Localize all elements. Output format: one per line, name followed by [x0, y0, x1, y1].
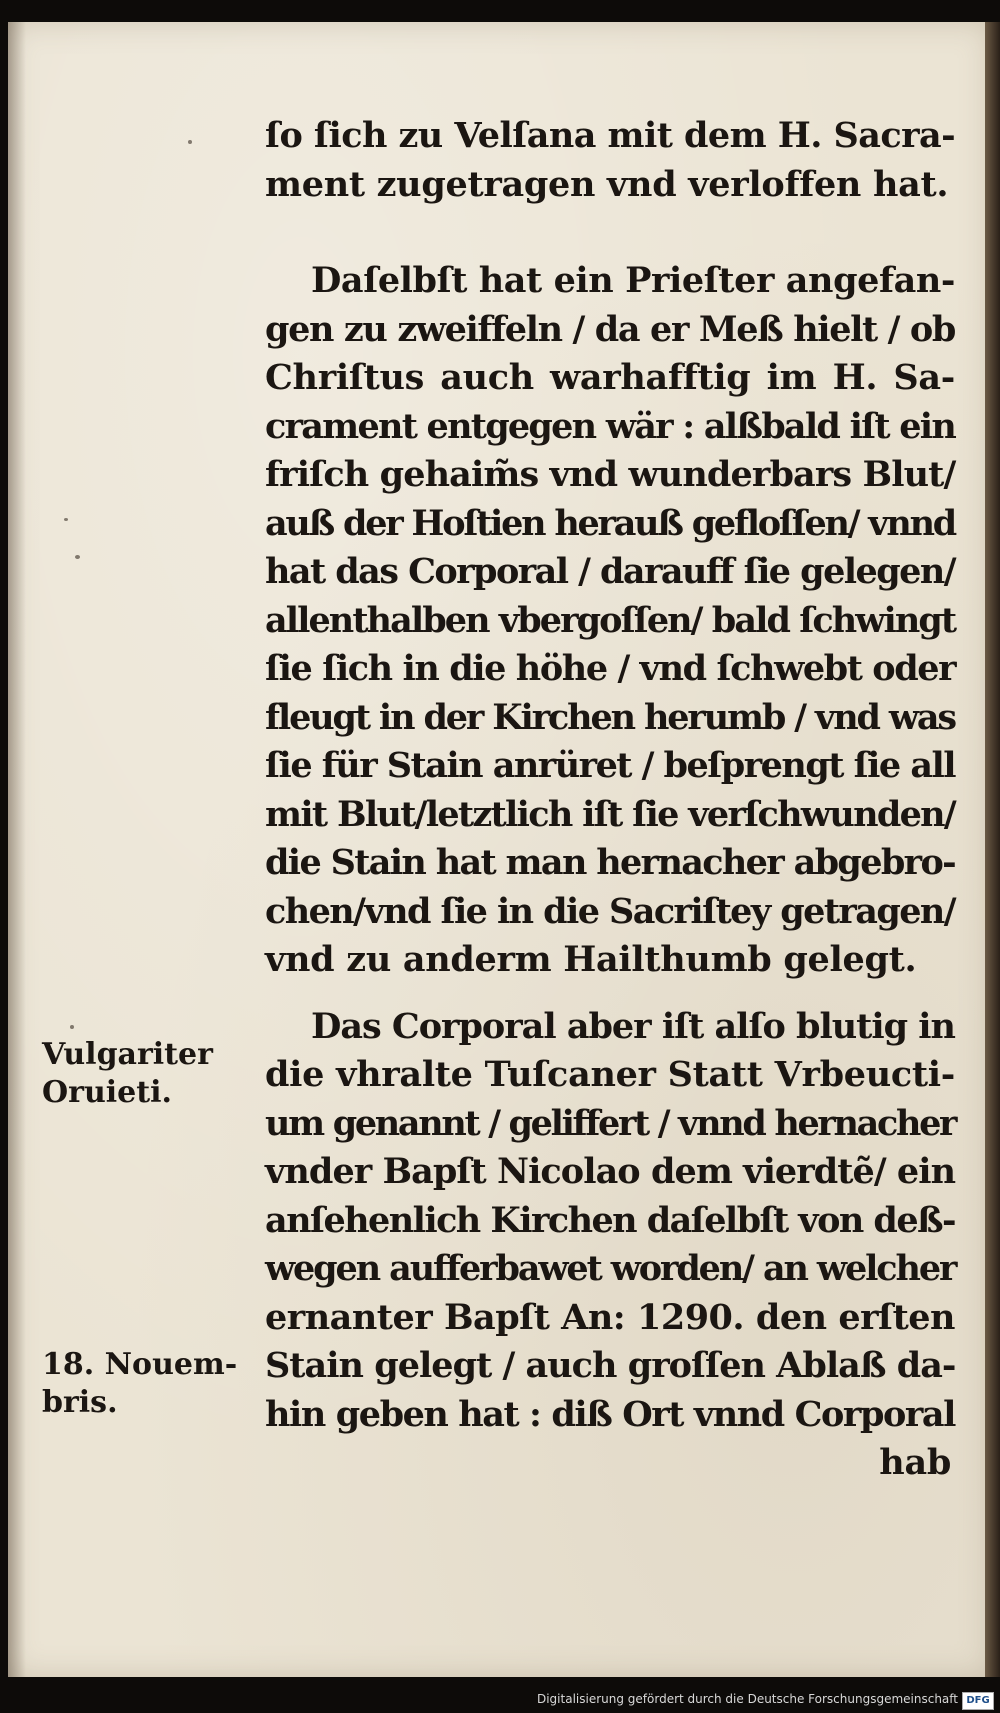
paper-speck — [188, 140, 192, 144]
text-line: Daſelbſt hat ein Prieſter angefan- — [311, 260, 956, 301]
text-line: mit Blut/letztlich iſt ſie verſchwunden/ — [265, 793, 955, 835]
paragraph-2 — [265, 257, 955, 985]
marginal-line: Oruieti. — [42, 1075, 172, 1110]
paragraph-1 — [265, 112, 955, 209]
text-line: chen/vnd ſie in die Sacriſtey getragen/ — [265, 890, 955, 932]
text-line: ernanter Bapſt An: 1290. den erſten — [265, 1296, 955, 1338]
catchword: hab — [879, 1442, 951, 1483]
paper-speck — [70, 1025, 74, 1029]
marginal-line: 18. Nouem- — [42, 1347, 238, 1382]
paragraph-3 — [265, 1003, 955, 1440]
text-line: wegen aufferbawet worden/ an welcher — [265, 1248, 956, 1289]
marginal-note-2 — [42, 1346, 252, 1422]
paragraph-gap — [265, 209, 955, 257]
marginal-note-1 — [42, 1036, 252, 1112]
funding-credit: Digitalisierung gefördert durch die Deutsche Forschungsgemeinschaft — [536, 1692, 958, 1706]
text-line: ment zugetragen vnd verloffen hat. — [265, 163, 949, 205]
marginal-line: bris. — [42, 1385, 118, 1420]
text-line: fleugt in der Kirchen herumb / vnd was — [265, 696, 955, 738]
text-line: auß der Hoſtien herauß gefloſſen/ vnnd — [265, 502, 955, 544]
dfg-logo: DFG — [962, 1692, 994, 1710]
paper-speck — [75, 555, 80, 559]
text-line: ſie ſich in die höhe / vnd ſchwebt oder — [265, 648, 956, 689]
page-edge — [985, 22, 1000, 1677]
text-line: Das Corporal aber iſt alſo blutig in — [311, 1005, 955, 1047]
text-line: ſie für Stain anrüret / beſprengt ſie all — [265, 745, 956, 786]
text-line: allenthalben vbergoſſen/ bald ſchwingt — [265, 599, 956, 641]
text-line: gen zu zweiffeln / da er Meß hielt / ob — [265, 308, 955, 350]
footer-bar — [0, 1690, 1000, 1713]
text-line: die vhralte Tuſcaner Statt Vrbeucti- — [265, 1054, 955, 1095]
text-line: vnd zu anderm Hailthumb gelegt. — [265, 939, 917, 980]
paragraph-gap — [265, 985, 955, 1003]
text-line: Chriſtus auch warhafftig im H. Sa- — [265, 357, 955, 398]
text-line: um genannt / geliffert / vnnd hernacher — [265, 1102, 956, 1144]
text-line: friſch gehaim̃s vnd wunderbars Blut/ — [265, 454, 956, 495]
main-text — [265, 112, 955, 1488]
text-line: hin geben hat : diß Ort vnnd Corporal — [265, 1393, 955, 1435]
text-line: crament entgegen wär : alßbald iſt ein — [265, 405, 956, 447]
text-line: die Stain hat man hernacher abgebro- — [265, 842, 955, 883]
paper-speck — [64, 518, 68, 521]
text-line: Stain gelegt / auch groſſen Ablaß da- — [265, 1345, 956, 1386]
text-line: ſo ſich zu Velſana mit dem H. Sacra- — [265, 115, 956, 156]
text-line: vnder Bapſt Nicolao dem vierdtẽ/ ein — [265, 1151, 956, 1192]
gutter-shadow — [8, 22, 26, 1677]
text-line: anſehenlich Kirchen daſelbſt von deß- — [265, 1199, 955, 1241]
text-line: hat das Corporal / darauff ſie gelegen/ — [265, 551, 955, 592]
marginal-line: Vulgariter — [42, 1037, 213, 1072]
